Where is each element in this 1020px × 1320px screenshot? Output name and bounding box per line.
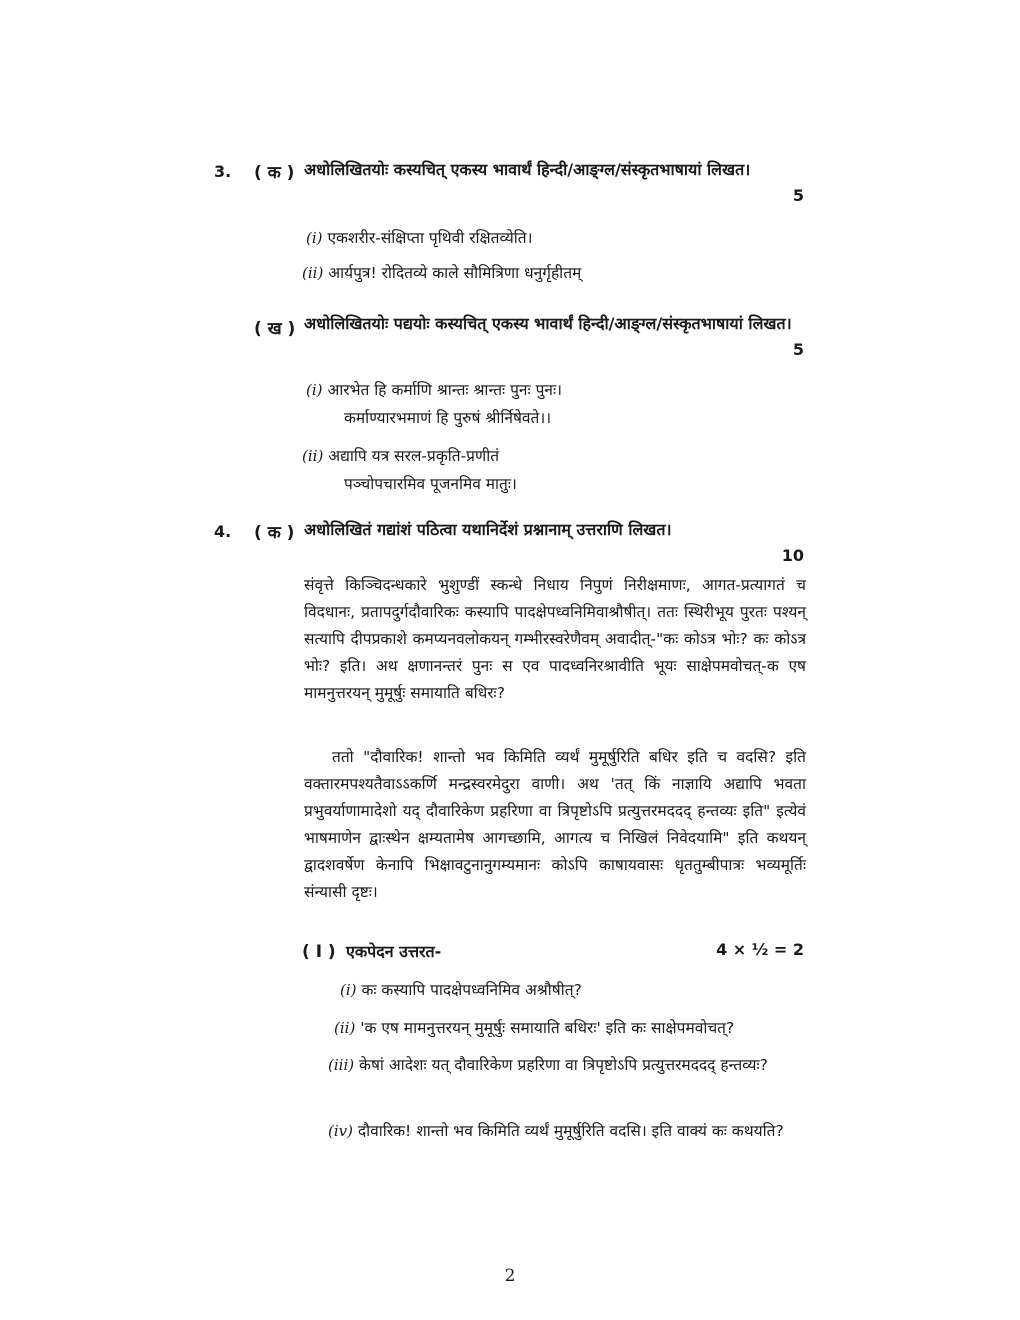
sub-question-i-heading: एकपेदन उत्तरत-	[346, 942, 442, 961]
item-number: (i)	[306, 229, 323, 247]
item-text: आर्यपुत्र! रोदितव्ये काले सौमित्रिणा धनुर्गृहीतम्	[328, 264, 582, 282]
question-3a-heading: अधोलिखितयोः कस्यचित् एकस्य भावार्थं हिन्दी/आङ्ग्ल/संस्कृतभाषायां लिखत।	[304, 160, 751, 179]
question-4a-marks: 10	[781, 546, 804, 565]
question-3a-marks: 5	[792, 186, 804, 205]
sub-question-i-label: ( I )	[302, 942, 336, 962]
question-3a-label: ( क )	[254, 163, 295, 183]
question-3b-item	[302, 442, 499, 470]
question-3b-item	[306, 376, 562, 404]
sub-question-item	[334, 1014, 810, 1042]
page-number: 2	[504, 1266, 516, 1286]
item-number: (iv)	[328, 1122, 353, 1140]
question-3b-marks: 5	[792, 340, 804, 359]
sub-question-item	[328, 1117, 806, 1145]
sub-question-item	[328, 1051, 806, 1079]
item-number: (ii)	[302, 264, 324, 282]
item-number: (i)	[306, 381, 323, 399]
passage-paragraph-2: ततो "दौवारिक! शान्तो भव किमिति व्यर्थं मुमूर्षुरिति बधिर इति च वदसि? इति वक्तारमपश्यतैवाऽऽकर्णि मन्द्रस्वरमेदुरा वाणी। अथ 'तत् किं नाज्ञायि अद्यापि भवता प्रभुवर्याणामादेशो यद् दौवारिकेण प्रहरिणा वा त्रिपृष्टोऽपि प्रत्युत्तरमददद् हन्तव्यः इति" इत्येवं भाषमाणेन द्वाःस्थेन क्षम्यतामेष आगच्छामि, आगत्य च निखिलं निवेदयामि" इति कथयन् द्वादशवर्षेण केनापि भिक्षावटुनानुगम्यमानः कोऽपि काषायवासः धृततुम्बीपात्रः भव्यमूर्तिः संन्यासी दृष्टः।	[304, 748, 806, 901]
question-4-number: 4.	[214, 522, 232, 541]
item-number: (ii)	[302, 447, 324, 465]
verse-line: पञ्चोपचारमिव पूजनमिव मातुः।	[344, 475, 517, 493]
item-text: दौवारिक! शान्तो भव किमिति व्यर्थं मुमूर्षुरिति वदसि। इति वाक्यं कः कथयति?	[357, 1122, 784, 1140]
item-text: एकशरीर-संक्षिप्ता पृथिवी रक्षितव्येति।	[327, 229, 533, 247]
verse-line: आरभेत हि कर्माणि श्रान्तः श्रान्तः पुनः पुनः।	[327, 381, 562, 399]
question-3a-item	[306, 224, 533, 252]
question-4a-heading: अधोलिखितं गद्यांशं पठित्वा यथानिर्देशं प्रश्नानाम् उत्तराणि लिखत।	[304, 520, 672, 539]
question-3a-item	[302, 259, 581, 287]
sub-question-i-marks: 4 × ½ = 2	[716, 940, 804, 959]
question-3-number: 3.	[214, 162, 232, 181]
question-4a-label: ( क )	[254, 523, 295, 543]
sub-question-item	[340, 976, 806, 1004]
verse-line: कर्माण्यारभमाणं हि पुरुषं श्रीर्निषेवते।।	[344, 409, 552, 427]
passage-paragraph-1: संवृत्ते किञ्चिदन्धकारे भुशुण्डीं स्कन्धे निधाय निपुणं निरीक्षमाणः, आगत-प्रत्यागतं च विदधानः, प्रतापदुर्गदौवारिकः कस्यापि पादक्षेपध्वनिमिवाश्रौषीत्। ततः स्थिरीभूय पुरतः पश्यन् सत्यापि दीपप्रकाशे कमप्यनवलोकयन् गम्भीरस्वरेणैवम् अवादीत्-"कः कोऽत्र भोः? कः कोऽत्र भोः? इति। अथ क्षणानन्तरं पुनः स एव पादध्वनिरश्रावीति भूयः साक्षेपमवोचत्-क एष मामनुत्तरयन् मुमूर्षुः समायाति बधिरः?	[304, 576, 806, 702]
item-number: (ii)	[334, 1019, 356, 1037]
question-3b-heading: अधोलिखितयोः पद्ययोः कस्यचित् एकस्य भावार्थं हिन्दी/आङ्ग्ल/संस्कृतभाषायां लिखत।	[304, 314, 792, 333]
verse-line: अद्यापि यत्र सरल-प्रकृति-प्रणीतं	[328, 447, 500, 465]
item-number: (i)	[340, 981, 357, 999]
item-number: (iii)	[328, 1056, 355, 1074]
item-text: केषां आदेशः यत् दौवारिकेण प्रहरिणा वा त्रिपृष्टोऽपि प्रत्युत्तरमददद् हन्तव्यः?	[359, 1056, 768, 1074]
item-text: 'क एष मामनुत्तरयन् मुमूर्षुः समायाति बधिरः' इति कः साक्षेपमवोचत्?	[360, 1019, 735, 1037]
question-3b-label: ( ख )	[254, 319, 296, 339]
item-text: कः कस्यापि पादक्षेपध्वनिमिव अश्रौषीत्?	[361, 981, 582, 999]
